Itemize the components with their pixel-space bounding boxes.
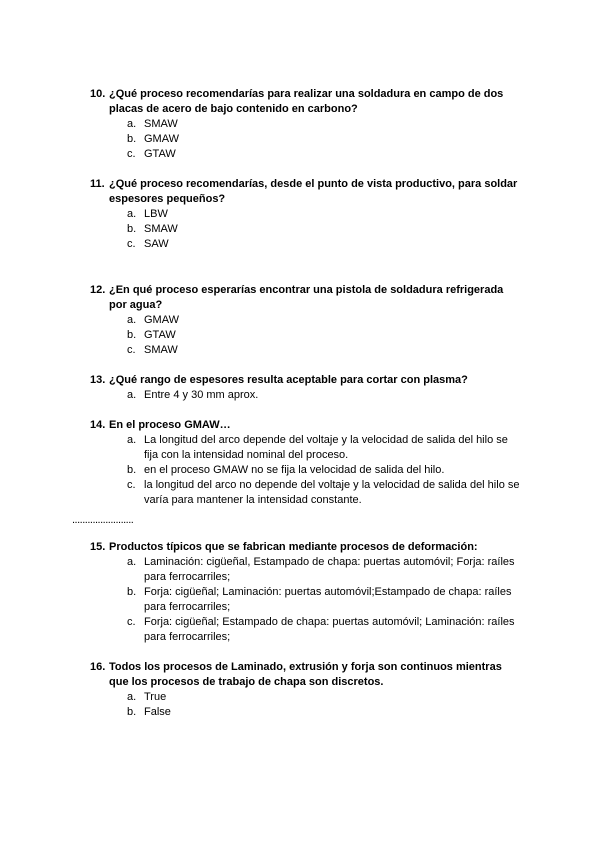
- question-16: [90, 660, 520, 720]
- answer-option: [90, 328, 520, 343]
- option-text: SMAW: [144, 118, 178, 130]
- question-number: 13.: [90, 374, 106, 386]
- answer-option: [90, 207, 520, 222]
- answer-option: [90, 132, 520, 147]
- answer-option: [90, 615, 520, 645]
- answer-list: [90, 555, 520, 645]
- option-letter: a.: [127, 118, 137, 130]
- option-text: GTAW: [144, 148, 176, 160]
- option-letter: c.: [127, 616, 136, 628]
- answer-list: [90, 207, 520, 252]
- option-letter: a.: [127, 691, 137, 703]
- option-letter: a.: [127, 434, 137, 446]
- option-letter: a.: [127, 556, 137, 568]
- answer-option: [90, 117, 520, 132]
- option-text: SMAW: [144, 223, 178, 235]
- question-14: [90, 418, 520, 508]
- option-text: La longitud del arco depende del voltaje y la velocidad de salida del hilo se fija con la intensidad nominal del proceso.: [144, 434, 508, 461]
- answer-option: [90, 705, 520, 720]
- option-letter: a.: [127, 389, 137, 401]
- answer-list: [90, 388, 520, 403]
- question-11: [90, 177, 520, 252]
- option-letter: c.: [127, 238, 136, 250]
- answer-list: [90, 433, 520, 508]
- question-text: ¿Qué rango de espesores resulta aceptable para cortar con plasma?: [109, 374, 468, 386]
- question-text: ¿Qué proceso recomendarías para realizar una soldadura en campo de dos placas de acero de bajo contenido en carbono?: [109, 88, 504, 115]
- option-text: GTAW: [144, 329, 176, 341]
- option-letter: c.: [127, 479, 136, 491]
- answer-option: [90, 478, 520, 508]
- answer-option: [90, 585, 520, 615]
- question-text: En el proceso GMAW…: [109, 419, 231, 431]
- option-letter: b.: [127, 329, 137, 341]
- option-text: LBW: [144, 208, 168, 220]
- question-title: [90, 177, 520, 207]
- answer-option: [90, 147, 520, 162]
- option-text: Laminación: cigüeñal, Estampado de chapa: puertas automóvil; Forja: raíles para ferrocarriles;: [144, 556, 515, 583]
- option-text: Forja: cigüeñal; Laminación: puertas automóvil;Estampado de chapa: raíles para ferrocarriles;: [144, 586, 512, 613]
- answer-list: [90, 690, 520, 720]
- answer-option: [90, 343, 520, 358]
- option-letter: a.: [127, 208, 137, 220]
- option-letter: c.: [127, 344, 136, 356]
- option-text: GMAW: [144, 314, 180, 326]
- answer-option: [90, 555, 520, 585]
- question-15: [90, 540, 520, 645]
- question-text: ¿En qué proceso esperarías encontrar una pistola de soldadura refrigerada por agua?: [109, 284, 504, 311]
- question-text: Todos los procesos de Laminado, extrusión y forja son continuos mientras que los procesos de trabajo de chapa son discretos.: [109, 661, 502, 688]
- question-number: 15.: [90, 541, 106, 553]
- answer-option: [90, 222, 520, 237]
- option-letter: b.: [127, 133, 137, 145]
- option-text: GMAW: [144, 133, 180, 145]
- answer-option: [90, 690, 520, 705]
- question-title: [90, 540, 520, 555]
- question-number: 12.: [90, 284, 106, 296]
- question-title: [90, 373, 520, 388]
- option-text: Forja: cigüeñal; Estampado de chapa: puertas automóvil; Laminación: raíles para ferrocarriles;: [144, 616, 515, 643]
- question-title: [90, 418, 520, 433]
- option-text: SMAW: [144, 344, 178, 356]
- option-letter: a.: [127, 314, 137, 326]
- section-divider: ........................: [72, 514, 134, 526]
- option-letter: b.: [127, 586, 137, 598]
- answer-option: [90, 313, 520, 328]
- answer-option: [90, 237, 520, 252]
- option-text: Entre 4 y 30 mm aprox.: [144, 389, 259, 401]
- question-text: Productos típicos que se fabrican mediante procesos de deformación:: [109, 541, 478, 553]
- option-text: False: [144, 706, 171, 718]
- option-text: SAW: [144, 238, 169, 250]
- answer-option: [90, 463, 520, 478]
- answer-option: [90, 433, 520, 463]
- question-title: [90, 283, 520, 313]
- question-number: 16.: [90, 661, 106, 673]
- option-letter: b.: [127, 464, 137, 476]
- question-10: [90, 87, 520, 162]
- question-number: 10.: [90, 88, 106, 100]
- option-letter: b.: [127, 706, 137, 718]
- question-title: [90, 87, 520, 117]
- question-13: [90, 373, 520, 403]
- option-letter: b.: [127, 223, 137, 235]
- option-text: en el proceso GMAW no se fija la velocidad de salida del hilo.: [144, 464, 445, 476]
- question-number: 11.: [90, 178, 105, 190]
- option-letter: c.: [127, 148, 136, 160]
- option-text: True: [144, 691, 167, 703]
- question-number: 14.: [90, 419, 106, 431]
- answer-option: [90, 388, 520, 403]
- question-text: ¿Qué proceso recomendarías, desde el punto de vista productivo, para soldar espesores pequeños?: [109, 178, 518, 205]
- question-12: [90, 283, 520, 358]
- question-title: [90, 660, 520, 690]
- option-text: la longitud del arco no depende del voltaje y la velocidad de salida del hilo se varía para mantener la intensidad constante.: [144, 479, 520, 506]
- answer-list: [90, 117, 520, 162]
- answer-list: [90, 313, 520, 358]
